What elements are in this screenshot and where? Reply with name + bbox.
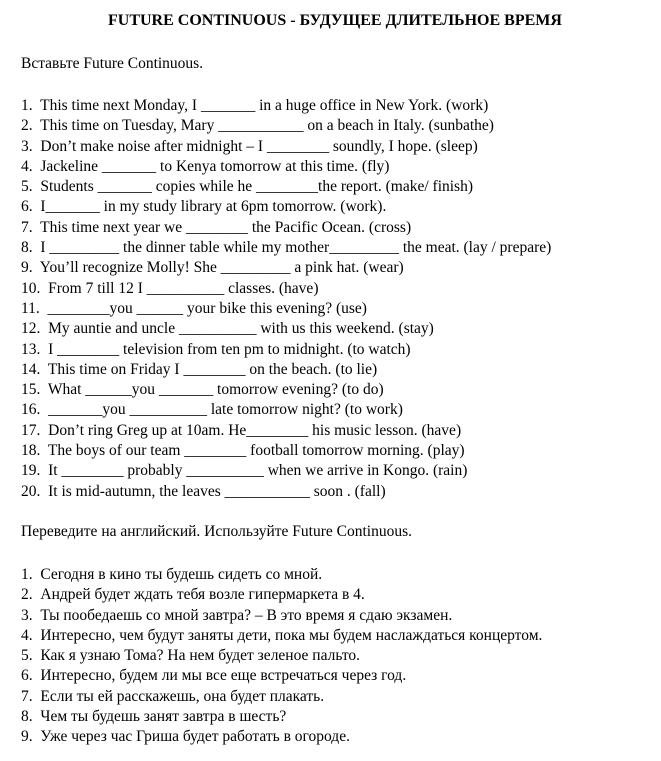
exercise-item: 17. Don’t ring Greg up at 10am. He________ his music lesson. (have): [21, 421, 462, 439]
exercise-item: 8. I _________ the dinner table while my mother_________ the meat. (lay / prepare): [21, 239, 552, 257]
instruction-translate: Переведите на английский. Используйте Future Continuous.: [21, 523, 412, 540]
translation-item: 7. Если ты ей расскажешь, она будет плакать.: [21, 687, 325, 705]
translation-item: 1. Сегодня в кино ты будешь сидеть со мной.: [21, 566, 323, 583]
translation-item: 5. Как я узнаю Тома? На нем будет зеленое пальто.: [21, 647, 361, 665]
exercise-item: 7. This time next year we ________ the Pacific Ocean. (cross): [21, 218, 412, 236]
exercise-item: 10. From 7 till 12 I __________ classes. (have): [21, 279, 319, 297]
translation-item: 8. Чем ты будешь занят завтра в шесть?: [21, 708, 287, 726]
translation-list: [21, 565, 542, 748]
exercise-item: 15. What ______you _______ tomorrow evening? (to do): [21, 381, 384, 399]
page-title: FUTURE CONTINUOUS - БУДУЩЕЕ ДЛИТЕЛЬНОЕ ВРЕМЯ: [108, 12, 562, 29]
exercise-item: 18. The boys of our team ________ football tomorrow morning. (play): [21, 442, 465, 460]
translation-item: 9. Уже через час Гриша будет работать в огороде.: [21, 728, 350, 746]
exercise-item: 12. My auntie and uncle __________ with us this weekend. (stay): [21, 320, 434, 338]
translation-item: 6. Интересно, будем ли мы все еще встречаться через год.: [21, 667, 407, 685]
exercise-item: 14. This time on Friday I ________ on the beach. (to lie): [21, 360, 378, 378]
exercise-item: 16. _______you __________ late tomorrow night? (to work): [21, 401, 403, 419]
exercise-item: 20. It is mid-autumn, the leaves ___________ soon . (fall): [21, 482, 386, 500]
exercise-item: 19. It ________ probably __________ when we arrive in Kongo. (rain): [21, 462, 468, 480]
exercise-item: 2. This time on Tuesday, Mary ___________ on a beach in Italy. (sunbathe): [21, 117, 494, 135]
exercise-list: [21, 96, 551, 502]
exercise-item: 3. Don’t make noise after midnight – I ________ soundly, I hope. (sleep): [21, 137, 478, 155]
exercise-item: 4. Jackeline _______ to Kenya tomorrow at this time. (fly): [21, 157, 390, 175]
exercise-item: 13. I ________ television from ten pm to midnight. (to watch): [21, 340, 411, 358]
exercise-item: 6. I_______ in my study library at 6pm tomorrow. (work).: [21, 198, 387, 216]
translation-item: 2. Андрей будет ждать тебя возле гипермаркета в 4.: [21, 586, 365, 604]
translation-item: 3. Ты пообедаешь со мной завтра? – В это время я сдаю экзамен.: [21, 606, 453, 624]
exercise-item: 1. This time next Monday, I _______ in a huge office in New York. (work): [21, 97, 489, 114]
exercise-item: 11. ________you ______ your bike this evening? (use): [21, 299, 367, 317]
instruction-fill-in: Вставьте Future Continuous.: [21, 55, 204, 72]
exercise-item: 5. Students _______ copies while he ________the report. (make/ finish): [21, 178, 474, 196]
exercise-item: 9. You’ll recognize Molly! She _________ a pink hat. (wear): [21, 259, 404, 277]
translation-item: 4. Интересно, чем будут заняты дети, пока мы будем наслаждаться концертом.: [21, 626, 543, 644]
